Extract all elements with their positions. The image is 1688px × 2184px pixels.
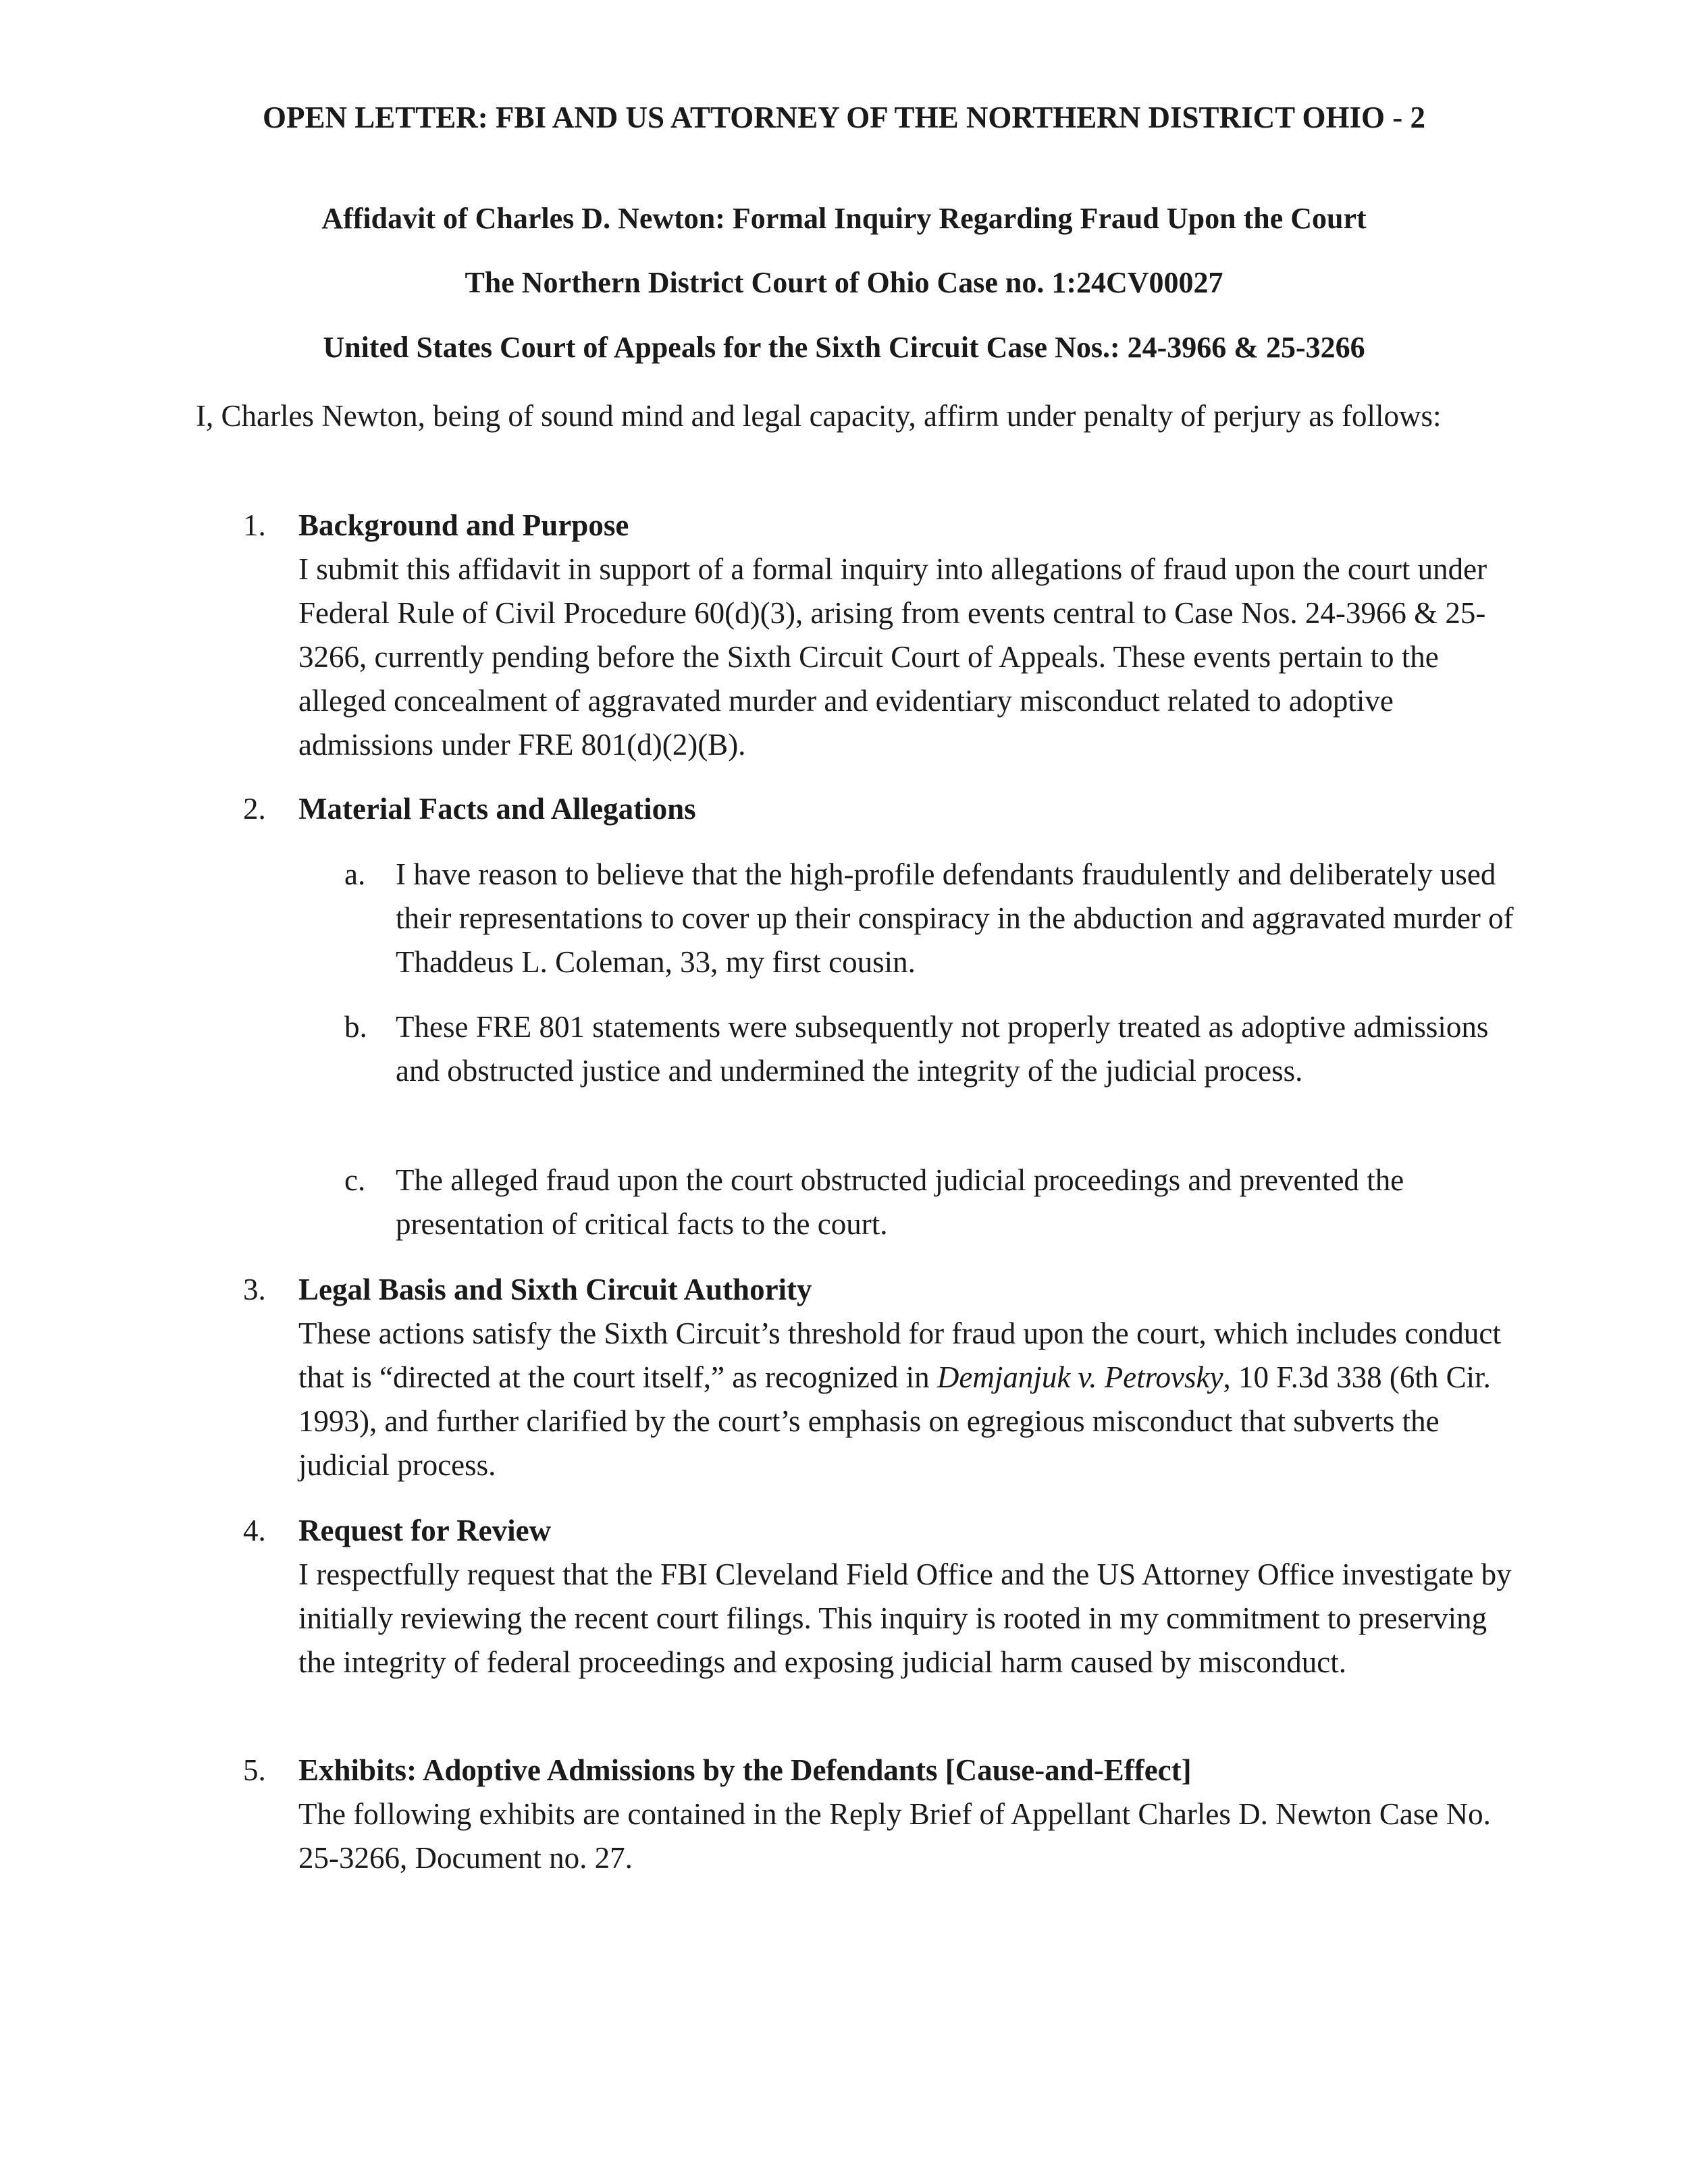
sub-item-letter: a.: [344, 857, 366, 891]
item-heading: Material Facts and Allegations: [298, 792, 696, 826]
item-heading: Request for Review: [298, 1514, 552, 1547]
list-item-number: 3.: [243, 1273, 266, 1306]
item-text: I submit this affidavit in support of a formal inquiry into allegations of fraud upon the court under Federal Rule of Civil Procedure 60(d)(3), arising from events central to Case Nos. 24-3966 & 25-3266, currently pending before the Sixth Circuit Court of Appeals. These events pertain to the alleged concealment of aggravated murder and evidentiary misconduct related to adoptive admissions under FRE 801(d)(2)(B).: [298, 552, 1487, 762]
sub-item-letter: c.: [344, 1163, 366, 1197]
sub-item-letter: b.: [344, 1010, 367, 1044]
affidavit-title: Affidavit of Charles D. Newton: Formal Inquiry Regarding Fraud Upon the Court: [321, 202, 1367, 235]
sub-item-text: These FRE 801 statements were subsequently not properly treated as adoptive admissions and obstructed justice and undermined the integrity of the judicial process.: [396, 1010, 1489, 1088]
list-item-number: 4.: [243, 1514, 266, 1547]
district-case-line: The Northern District Court of Ohio Case no. 1:24CV00027: [465, 266, 1223, 299]
item-heading: Background and Purpose: [298, 508, 629, 542]
list-item-number: 1.: [243, 508, 266, 542]
list-item-number: 5.: [243, 1753, 266, 1787]
sub-item-text: I have reason to believe that the high-profile defendants fraudulently and deliberately used their representations to cover up their conspiracy in the abduction and aggravated murder of Thaddeus L. Coleman, 33, my first cousin.: [396, 857, 1514, 979]
page-title: OPEN LETTER: FBI AND US ATTORNEY OF THE NORTHERN DISTRICT OHIO - 2: [262, 101, 1426, 134]
item-text: I respectfully request that the FBI Cleveland Field Office and the US Attorney Office investigate by initially reviewing the recent court filings. This inquiry is rooted in my commitment to preserving the integrity of federal proceedings and exposing judicial harm caused by misconduct.: [298, 1557, 1512, 1679]
item-text: The following exhibits are contained in the Reply Brief of Appellant Charles D. Newton Case No. 25-3266, Document no. 27.: [298, 1797, 1491, 1875]
item-text-part-2: , 10 F.3d 338 (6th Cir. 1993), and further clarified by the court’s emphasis on egregious misconduct that subverts the judicial process.: [298, 1360, 1491, 1482]
item-heading: Exhibits: Adoptive Admissions by the Defendants [Cause-and-Effect]: [298, 1753, 1192, 1787]
list-item-number: 2.: [243, 792, 266, 826]
item-text-part-1: These actions satisfy the Sixth Circuit’s threshold for fraud upon the court, which includes conduct that is “directed at the court itself,” as recognized in: [298, 1316, 1501, 1394]
case-citation: Demjanjuk v. Petrovsky: [937, 1360, 1223, 1394]
appeals-case-line: United States Court of Appeals for the Sixth Circuit Case Nos.: 24-3966 & 25-3266: [323, 331, 1365, 364]
item-heading: Legal Basis and Sixth Circuit Authority: [298, 1273, 812, 1306]
sub-item-text: The alleged fraud upon the court obstructed judicial proceedings and prevented the presentation of critical facts to the court.: [396, 1163, 1404, 1241]
intro-paragraph: I, Charles Newton, being of sound mind and legal capacity, affirm under penalty of perjury as follows:: [196, 399, 1442, 433]
